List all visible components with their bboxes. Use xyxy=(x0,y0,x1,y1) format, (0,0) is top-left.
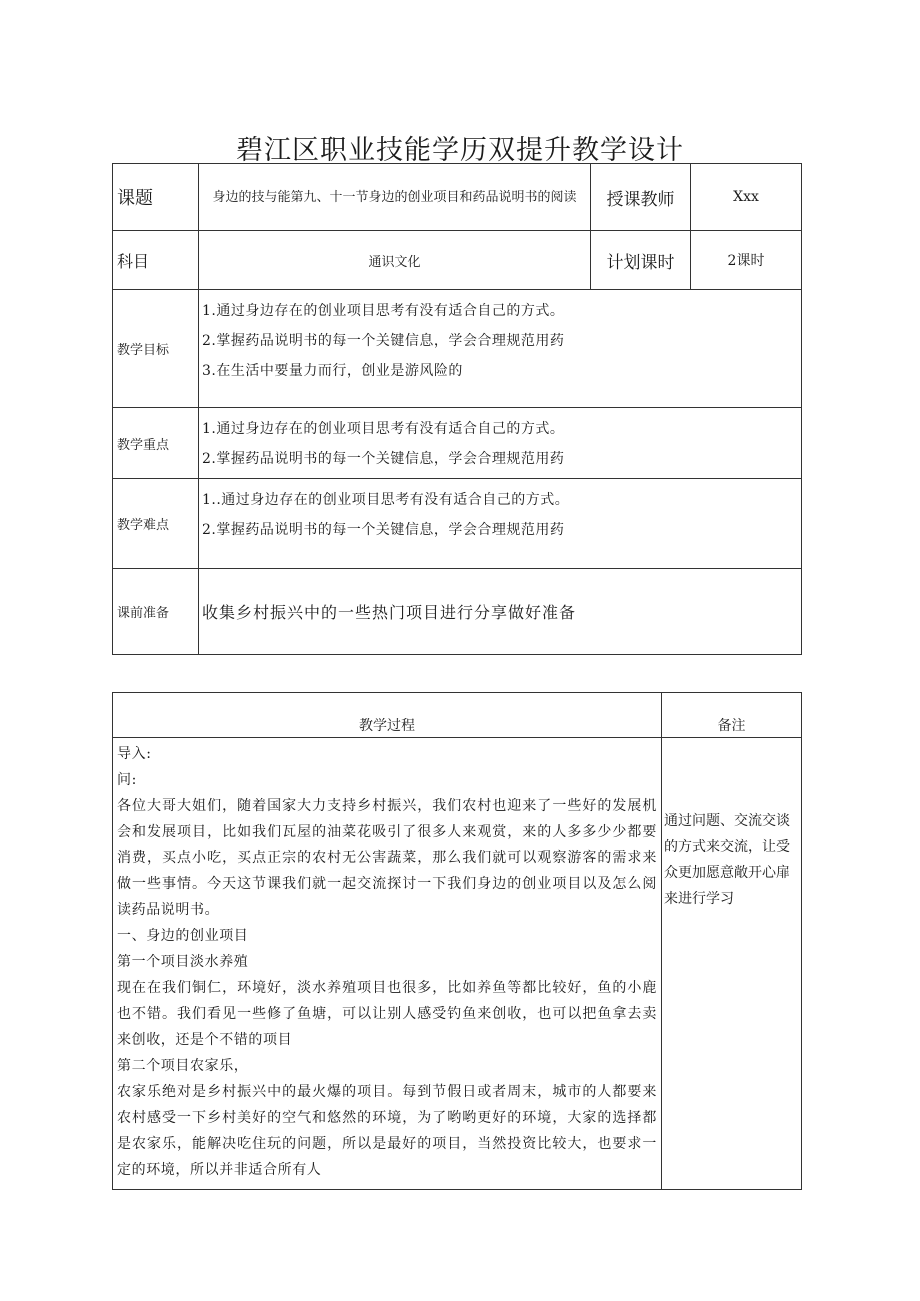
key-point-item: 1.通过身边存在的创业项目思考有没有适合自己的方式。 xyxy=(202,421,565,437)
subject-label: 科目 xyxy=(113,231,199,290)
notes-content xyxy=(662,738,802,1190)
key-point-item: 2.掌握药品说明书的每一个关键信息，学会合理规范用药 xyxy=(202,451,565,467)
teacher-label: 授课教师 xyxy=(591,164,691,231)
key-points-row xyxy=(113,408,802,479)
prep-row xyxy=(113,569,802,655)
difficulties-list xyxy=(199,479,802,569)
process-line: 现在在我们铜仁，环境好，淡水养殖项目也很多，比如养鱼等都比较好，鱼的小鹿也不错。我们看见一些修了鱼塘，可以让别人感受钓鱼来创收，也可以把鱼拿去卖来创收，还是个不错的项目 xyxy=(117,980,657,1048)
prep-label: 课前准备 xyxy=(113,569,199,655)
objectives-list xyxy=(199,290,802,408)
process-header: 教学过程 xyxy=(113,693,662,738)
process-body-row xyxy=(113,738,802,1190)
objectives-label: 教学目标 xyxy=(113,290,199,408)
topic-label: 课题 xyxy=(113,164,199,231)
difficulty-item: 2.掌握药品说明书的每一个关键信息，学会合理规范用药 xyxy=(202,522,565,538)
difficulty-item: 1..通过身边存在的创业项目思考有没有适合自己的方式。 xyxy=(202,492,570,508)
process-line: 导入: xyxy=(117,746,152,762)
key-points-label: 教学重点 xyxy=(113,408,199,479)
objectives-row xyxy=(113,290,802,408)
process-line: 第二个项目农家乐， xyxy=(117,1058,249,1074)
note-text: 通过问题、交流交谈的方式来交流，让受众更加愿意敞开心扉来进行学习 xyxy=(664,813,790,907)
key-points-list xyxy=(199,408,802,479)
teaching-process-table xyxy=(112,692,802,1190)
process-line: 一、身边的创业项目 xyxy=(117,928,249,944)
notes-header: 备注 xyxy=(662,693,802,738)
hours-value: 2课时 xyxy=(691,231,802,290)
teacher-value: Xxx xyxy=(691,164,802,231)
subject-value: 通识文化 xyxy=(199,231,591,290)
process-line: 第一个项目淡水养殖 xyxy=(117,954,249,970)
subject-row xyxy=(113,231,802,290)
objective-item: 1.通过身边存在的创业项目思考有没有适合自己的方式。 xyxy=(202,303,565,319)
difficulties-row xyxy=(113,479,802,569)
topic-row xyxy=(113,164,802,231)
process-line: 问: xyxy=(117,772,137,788)
process-line: 农家乐绝对是乡村振兴中的最火爆的项目。每到节假日或者周末，城市的人都要来农村感受一下乡村美好的空气和悠然的环境，为了哟哟更好的环境，大家的选择都是农家乐，能解决吃住玩的问题，所以是最好的项目，当然投资比较大，也要求一定的环境，所以并非适合所有人 xyxy=(117,1084,657,1178)
process-line: 各位大哥大姐们，随着国家大力支持乡村振兴，我们农村也迎来了一些好的发展机会和发展项目，比如我们瓦屋的油菜花吸引了很多人来观赏，来的人多多少少都要消费，买点小吃，买点正宗的农村无公害蔬菜，那么我们就可以观察游客的需求来做一些事情。今天这节课我们就一起交流探讨一下我们身边的创业项目以及怎么阅读药品说明书。 xyxy=(117,798,657,918)
hours-label: 计划课时 xyxy=(591,231,691,290)
process-content xyxy=(113,738,662,1190)
process-header-row xyxy=(113,693,802,738)
prep-value: 收集乡村振兴中的一些热门项目进行分享做好准备 xyxy=(199,569,802,655)
difficulties-label: 教学难点 xyxy=(113,479,199,569)
objective-item: 3.在生活中要量力而行，创业是游风险的 xyxy=(202,363,463,379)
topic-value: 身边的技与能第九、十一节身边的创业项目和药品说明书的阅读 xyxy=(199,164,591,231)
document-title: 碧江区职业技能学历双提升教学设计 xyxy=(236,135,684,166)
objective-item: 2.掌握药品说明书的每一个关键信息，学会合理规范用药 xyxy=(202,333,565,349)
lesson-info-table xyxy=(112,163,802,655)
